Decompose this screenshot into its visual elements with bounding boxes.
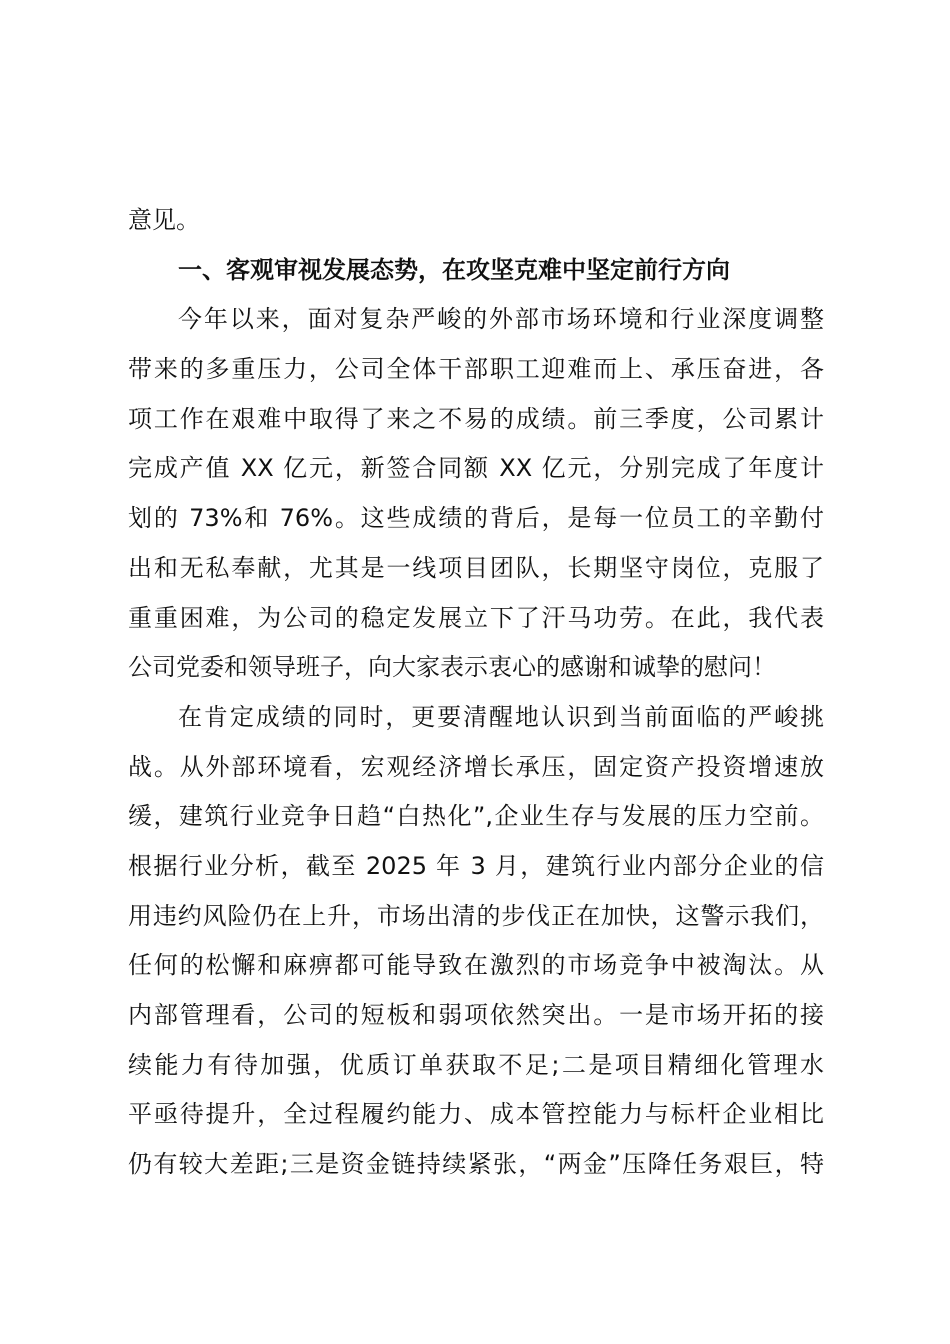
text-line: 出和无私奉献，尤其是一线项目团队，长期坚守岗位，克服了 <box>128 553 824 582</box>
text-line: 公司党委和领导班子，向大家表示衷心的感谢和诚挚的慰问！ <box>128 653 776 682</box>
text-line: 带来的多重压力，公司全体干部职工迎难而上、承压奋进，各 <box>128 355 824 384</box>
text-line: 意见。 <box>128 206 200 234</box>
text-line: 完成产值 XX 亿元，新签合同额 XX 亿元，分别完成了年度计 <box>128 454 824 483</box>
text-line: 今年以来，面对复杂严峻的外部市场环境和行业深度调整 <box>178 305 824 334</box>
section-heading: 一、客观审视发展态势，在攻坚克难中坚定前行方向 <box>178 255 730 284</box>
text-line: 平亟待提升，全过程履约能力、成本管控能力与标杆企业相比 <box>128 1100 824 1129</box>
text-line: 划的 73%和 76%。这些成绩的背后，是每一位员工的辛勤付 <box>128 504 824 533</box>
text-line: 缓，建筑行业竞争日趋“白热化”,企业生存与发展的压力空前。 <box>128 802 824 831</box>
text-line: 内部管理看，公司的短板和弱项依然突出。一是市场开拓的接 <box>128 1001 824 1029</box>
text-line: 在肯定成绩的同时，更要清醒地认识到当前面临的严峻挑 <box>178 702 824 731</box>
text-line: 任何的松懈和麻痹都可能导致在激烈的市场竞争中被淘汰。从 <box>128 951 824 980</box>
text-line: 用违约风险仍在上升，市场出清的步伐正在加快，这警示我们， <box>128 901 824 930</box>
document-page <box>128 196 824 1190</box>
text-line: 根据行业分析，截至 2025 年 3 月，建筑行业内部分企业的信 <box>128 851 824 880</box>
text-line: 重重困难，为公司的稳定发展立下了汗马功劳。在此，我代表 <box>128 603 824 632</box>
text-line: 续能力有待加强，优质订单获取不足;二是项目精细化管理水 <box>128 1050 824 1079</box>
text-line: 项工作在艰难中取得了来之不易的成绩。前三季度，公司累计 <box>128 404 824 433</box>
text-line: 仍有较大差距;三是资金链持续紧张，“两金”压降任务艰巨，特 <box>128 1150 824 1179</box>
text-line: 战。从外部环境看，宏观经济增长承压，固定资产投资增速放 <box>128 752 824 781</box>
